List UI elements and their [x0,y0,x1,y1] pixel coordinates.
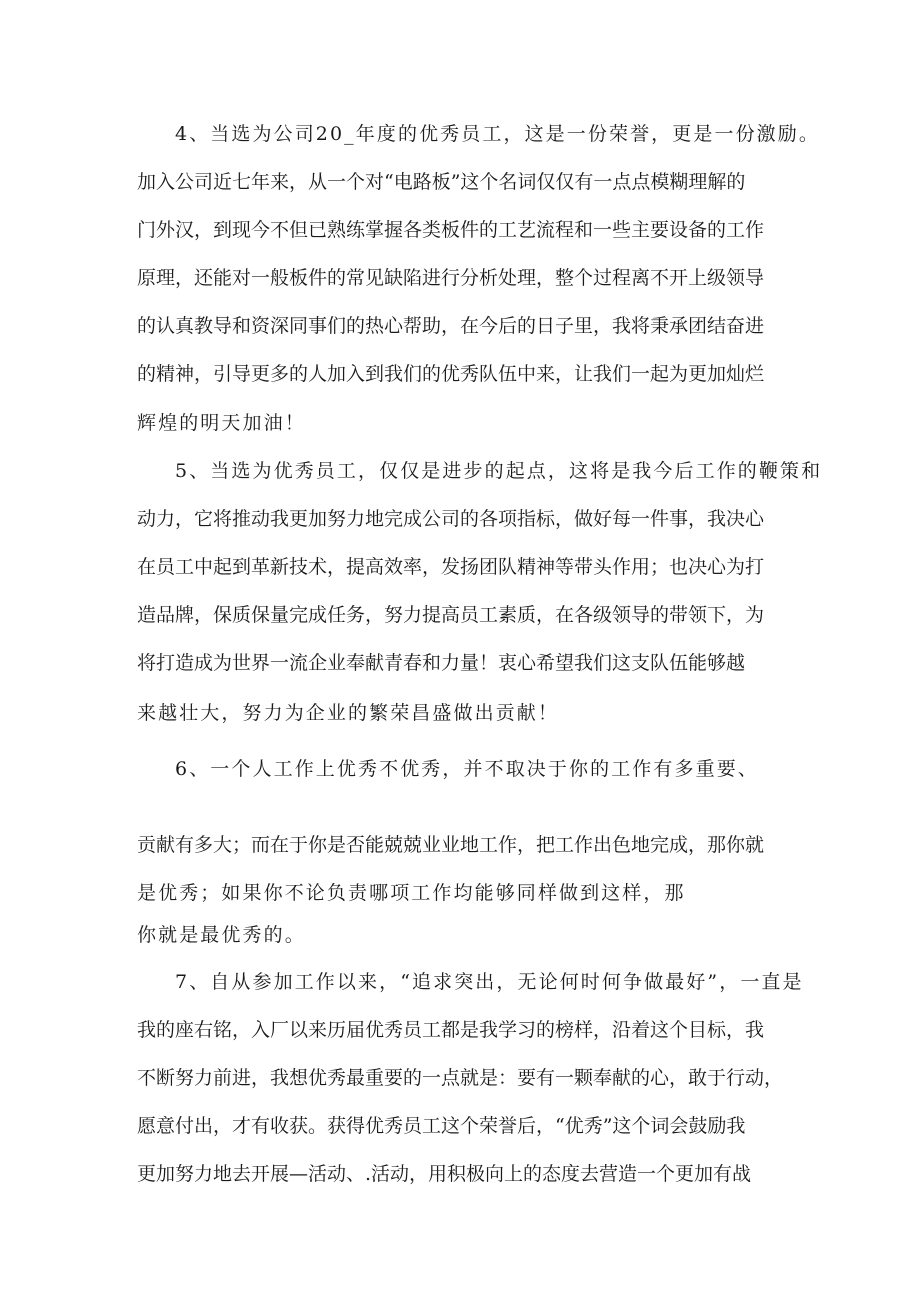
paragraph-5-line-2: 动力，它将推动我更加努力地完成公司的各项指标，做好每一件事，我决心 [137,508,765,530]
paragraph-7-line-4: 愿意付出，才有收获。获得优秀员工这个荣誉后，“优秀”这个词会鼓励我 [137,1115,746,1137]
paragraph-4-line-1: 4、当选为公司20_年度的优秀员工，这是一份荣誉，更是一份激励。 [175,123,820,145]
paragraph-5-line-1: 5、当选为优秀员工，仅仅是进步的起点，这将是我今后工作的鞭策和 [175,460,823,482]
paragraph-6-line-3: 是优秀；如果你不论负责哪项工作均能够同样做到这样，那 [137,882,686,904]
paragraph-5-line-3: 在员工中起到革新技术，提高效率，发扬团队精神等带头作用；也决心为打 [137,556,765,578]
paragraph-4-line-2: 加入公司近七年来，从一个对“电路板”这个名词仅仅有一点点模糊理解的 [137,171,746,193]
paragraph-7-line-2: 我的座右铭，入厂以来历届优秀员工都是我学习的榜样，沿着这个目标，我 [137,1019,765,1041]
paragraph-5-line-5: 将打造成为世界一流企业奉献青春和力量！衷心希望我们这支队伍能够越 [137,652,746,674]
paragraph-4-line-4: 原理，还能对一般板件的常见缺陷进行分析处理，整个过程离不开上级领导 [137,267,765,289]
paragraph-6-line-2: 贡献有多大；而在于你是否能兢兢业业地工作，把工作出色地完成，那你就 [137,834,765,856]
paragraph-7-line-3: 不断努力前进，我想优秀最重要的一点就是：要有一颗奉献的心，敢于行动， [137,1067,784,1089]
paragraph-5-line-6: 来越壮大，努力为企业的繁荣昌盛做出贡献！ [137,702,560,724]
paragraph-5-line-4: 造品牌，保质保量完成任务，努力提高员工素质，在各级领导的带领下，为 [137,604,765,626]
paragraph-4-line-7: 辉煌的明天加油！ [137,412,306,434]
paragraph-4-line-6: 的精神，引导更多的人加入到我们的优秀队伍中来，让我们一起为更加灿烂 [137,363,765,385]
paragraph-7-line-1: 7、自从参加工作以来，“追求突出，无论何时何争做最好”，一直是 [175,971,804,993]
paragraph-4-line-3: 门外汉，到现今不但已熟练掌握各类板件的工艺流程和一些主要设备的工作 [137,219,765,241]
paragraph-7-line-5: 更加努力地去开展—活动、.活动，用积极向上的态度去营造一个更加有战 [137,1163,752,1185]
paragraph-6-line-4: 你就是最优秀的。 [137,924,306,946]
paragraph-6-line-1: 6、一个人工作上优秀不优秀，并不取决于你的工作有多重要、 [175,758,759,780]
paragraph-4-line-5: 的认真教导和资深同事们的热心帮助，在今后的日子里，我将秉承团结奋进 [137,315,765,337]
